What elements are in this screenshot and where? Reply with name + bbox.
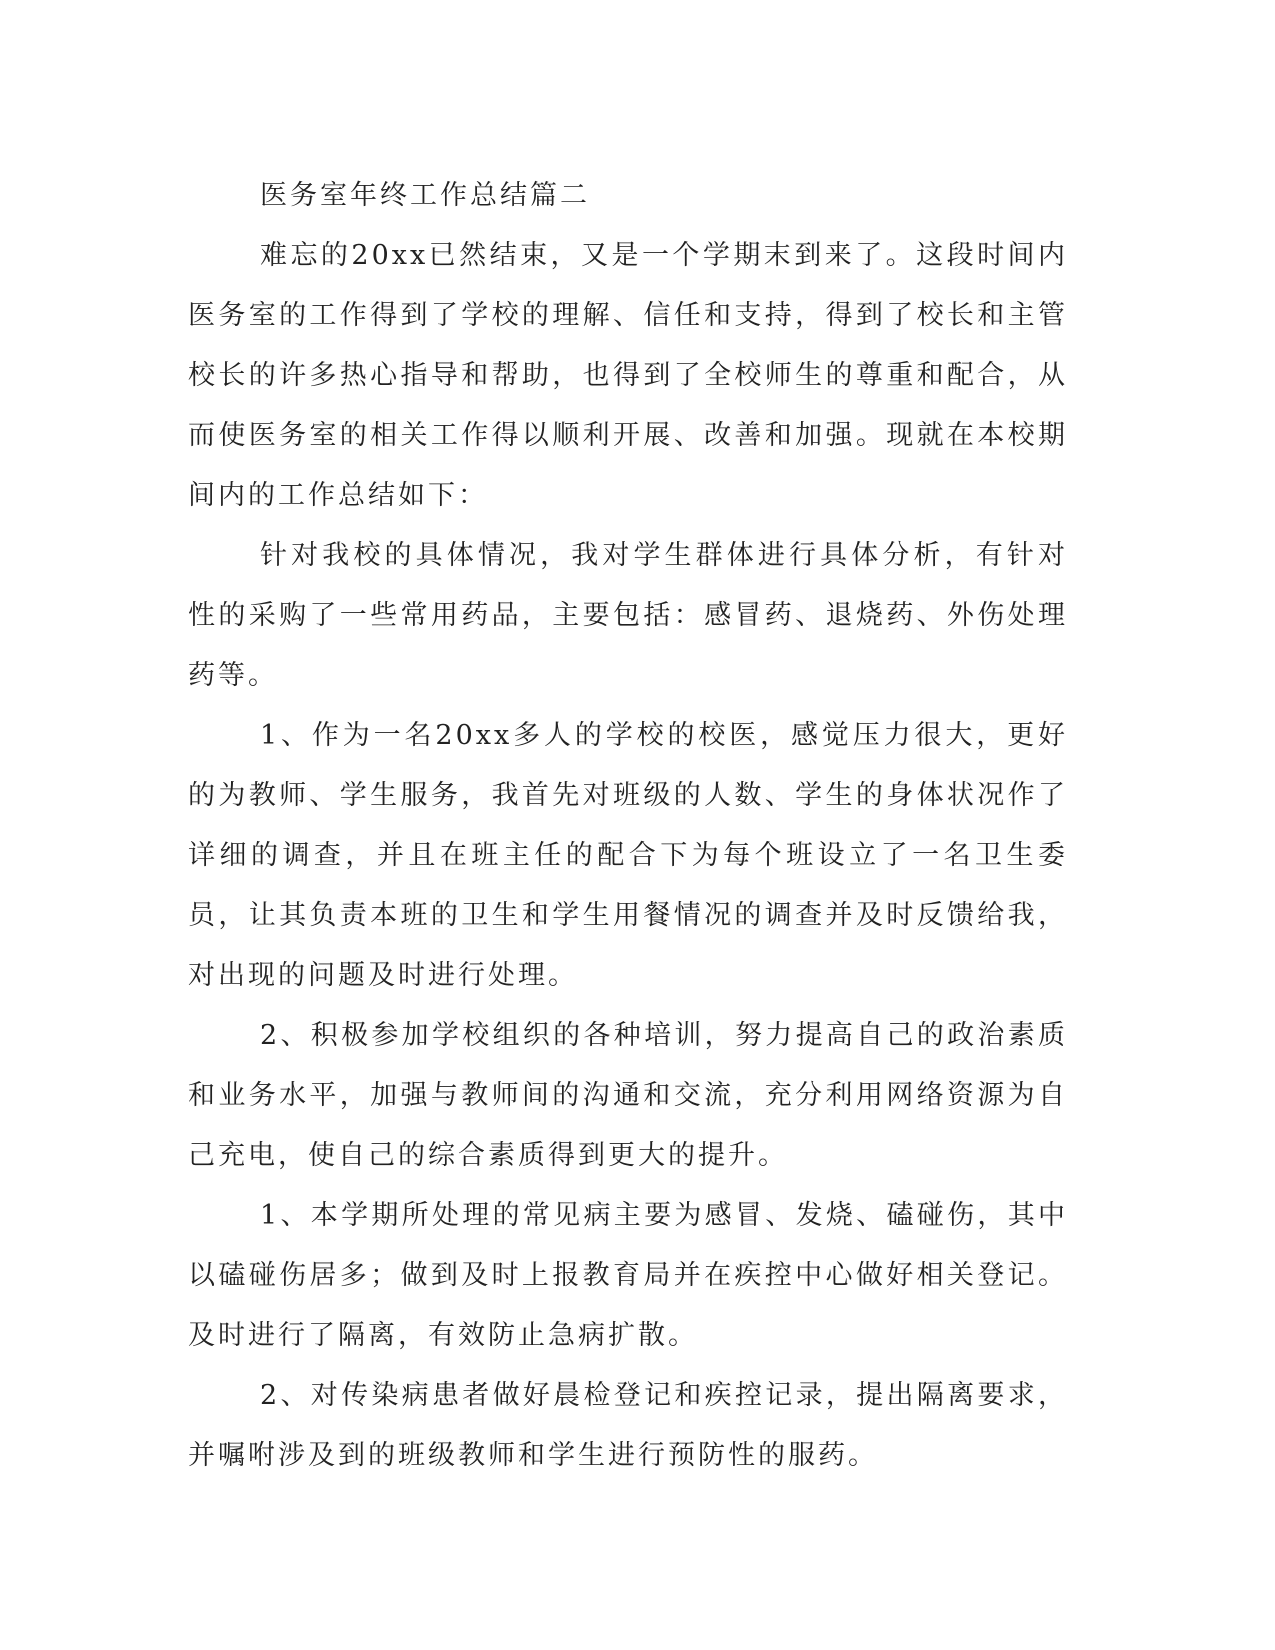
document-body: [188, 166, 1068, 1486]
document-title: 医务室年终工作总结篇二: [260, 180, 590, 211]
paragraph-intro: 难忘的20xx已然结束，又是一个学期末到来了。这段时间内医务室的工作得到了学校的理解、信任和支持，得到了校长和主管校长的许多热心指导和帮助，也得到了全校师生的尊重和配合，从而使医务室的相关工作得以顺利开展、改善和加强。现就在本校期间内的工作总结如下：: [188, 240, 1068, 511]
paragraph-item-2-infectious-disease: 2、对传染病患者做好晨检登记和疾控记录，提出隔离要求，并嘱咐涉及到的班级教师和学生进行预防性的服药。: [188, 1380, 1068, 1471]
paragraph-item-1-service: 1、作为一名20xx多人的学校的校医，感觉压力很大，更好的为教师、学生服务，我首先对班级的人数、学生的身体状况作了详细的调查，并且在班主任的配合下为每个班设立了一名卫生委员，让其负责本班的卫生和学生用餐情况的调查并及时反馈给我，对出现的问题及时进行处理。: [188, 720, 1068, 991]
paragraph-medicine-purchase: 针对我校的具体情况，我对学生群体进行具体分析，有针对性的采购了一些常用药品，主要包括：感冒药、退烧药、外伤处理药等。: [188, 540, 1068, 691]
paragraph-item-1-common-illness: 1、本学期所处理的常见病主要为感冒、发烧、磕碰伤，其中以磕碰伤居多；做到及时上报教育局并在疾控中心做好相关登记。及时进行了隔离，有效防止急病扩散。: [188, 1200, 1068, 1351]
paragraph-item-2-training: 2、积极参加学校组织的各种培训，努力提高自己的政治素质和业务水平，加强与教师间的沟通和交流，充分利用网络资源为自己充电，使自己的综合素质得到更大的提升。: [188, 1020, 1068, 1171]
